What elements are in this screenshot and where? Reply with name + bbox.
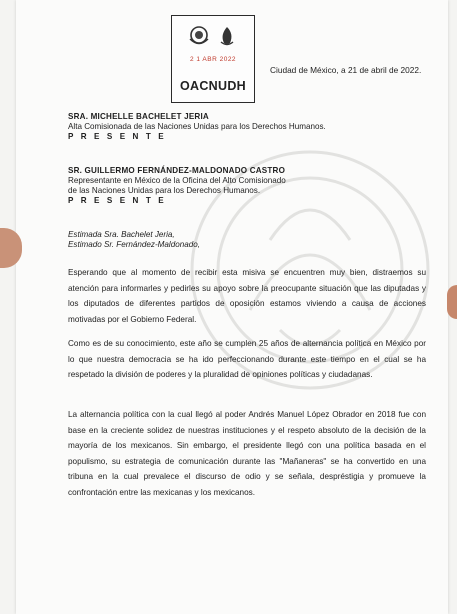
body-paragraph: Como es de su conocimiento, este año se cumplen 25 años de alternancia política en México por lo que nuestra democracia se ha ido perfeccionando durante este tiempo en el cual se ha respetado la división de poderes y la pluralidad de opiniones políticas y ciudadanas. xyxy=(68,339,426,379)
recipient-name: SRA. MICHELLE BACHELET JERIA xyxy=(68,112,209,121)
salutation-line: Estimada Sra. Bachelet Jeria, xyxy=(68,230,175,239)
body-paragraph: Esperando que al momento de recibir esta misiva se encuentren muy bien, distraemos su atención para informarles y pedirles su apoyo sobre la preocupante situación que las diputadas y los diputados de diferentes partidos de oposición estamos viviendo a causa de acciones motivadas por el Gobierno Federal. xyxy=(68,268,426,324)
recipient-title: Representante en México de la Oficina del Alto Comisionado xyxy=(68,176,286,185)
presente-label: P R E S E N T E xyxy=(68,132,167,141)
reception-stamp xyxy=(171,15,255,103)
body-paragraph: La alternancia política con la cual llegó al poder Andrés Manuel López Obrador en 2018 fue con base en la creciente solidez de nuestras instituciones y el respeto absoluto de la decisión de la mayoría de los mexicanos. Sin embargo, el presidente llegó con una política basada en el populismo, su estrategia de comunicación durante las "Mañaneras" se ha convertido en una tribuna en la cual prevalece el discurso de odio y se señala, despréstigia y promueve la confrontación entre las mexicanas y los mexicanos. xyxy=(68,410,426,497)
recipient-name: SR. GUILLERMO FERNÁNDEZ-MALDONADO CASTRO xyxy=(68,166,286,175)
hand-right xyxy=(447,285,457,319)
place-date: Ciudad de México, a 21 de abril de 2022. xyxy=(270,65,422,75)
recipient-title: de las Naciones Unidas para los Derechos Humanos. xyxy=(68,186,261,195)
ohchr-flame-icon xyxy=(221,27,233,45)
recipient-block-2 xyxy=(68,166,286,206)
presente-label: P R E S E N T E xyxy=(68,196,167,205)
stamp-date: 2 1 ABR 2022 xyxy=(189,56,237,63)
recipient-block-1 xyxy=(68,112,326,142)
un-emblem-icon xyxy=(190,27,208,44)
salutation-line: Estimado Sr. Fernández-Maldonado, xyxy=(68,240,200,249)
salutation xyxy=(68,230,200,250)
stamp-org: OACNUDH xyxy=(180,79,246,93)
recipient-title: Alta Comisionada de las Naciones Unidas para los Derechos Humanos. xyxy=(68,122,326,131)
